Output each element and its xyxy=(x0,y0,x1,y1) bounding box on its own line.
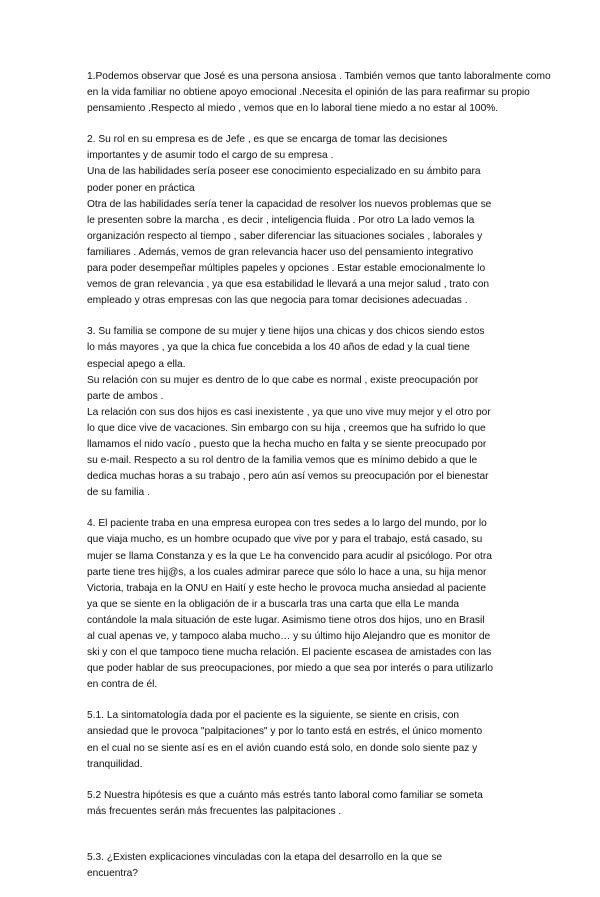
text-line: Una de las habilidades sería poseer ese conocimiento especializado en su ámbito para xyxy=(87,166,481,178)
text-line: tranquilidad. xyxy=(87,758,143,770)
text-line: contándole la mala situación de este lugar. Asimismo tiene otros dos hijos, uno en Brasil xyxy=(87,614,485,626)
text-line: lo que dice vive de vacaciones. Sin embargo con su hija , creemos que ha sufrido lo que xyxy=(87,422,486,434)
text-line: encuentra? xyxy=(87,868,138,880)
text-line: empleado y otras empresas con las que negocia para tomar decisiones adecuadas . xyxy=(87,295,468,307)
text-line: 2. Su rol en su empresa es de Jefe , es que se encarga de tomar las decisiones xyxy=(87,134,448,146)
text-line: familiares . Además, vemos de gran relevancia hacer uso del pensamiento integrativo xyxy=(87,246,474,258)
text-line: 4. El paciente traba en una empresa europea con tres sedes a lo largo del mundo, por lo xyxy=(87,518,487,530)
text-line: que poder hablar de sus preocupaciones, por miedo a que sea por interés o para utilizarlo xyxy=(87,663,494,675)
text-line: le presenten sobre la marcha , es decir , inteligencia fluida . Por otro La lado vemos la xyxy=(87,214,475,226)
text-line: en contra de él. xyxy=(87,679,158,691)
text-line: su e-mail. Respecto a su rol dentro de la familia vemos que es mínimo debido a que le xyxy=(87,455,478,467)
text-line: Otra de las habilidades sería tener la capacidad de resolver los nuevos problemas que se xyxy=(87,198,492,210)
text-line: organización respecto al tiempo , saber diferenciar las situaciones sociales , laborales y xyxy=(87,230,483,242)
paragraph-7 xyxy=(87,850,592,882)
text-line: de su familia . xyxy=(87,487,150,499)
text-line: 3. Su familia se compone de su mujer y tiene hijos una chicas y dos chicos siendo estos xyxy=(87,326,485,338)
text-line: al cual apenas ve, y tampoco alaba mucho… y su último hijo Alejandro que es monitor de xyxy=(87,631,491,642)
text-line: lo más mayores , ya que la chica fue concebida a los 40 años de edad y la cual tiene xyxy=(87,342,470,354)
text-line: ski y con el que tampoco tiene mucha relación. El paciente escasea de amistades con las xyxy=(87,647,492,659)
text-line: La relación con sus dos hijos es casi inexistente , ya que uno vive muy mejor y el otro por xyxy=(87,406,491,418)
text-line: mujer se llama Constanza y es la que Le ha convencido para acudir al psicólogo. Por otra xyxy=(87,550,492,562)
text-line: ya que se siente en la obligación de ir a buscarla tras una carta que ella Le manda xyxy=(87,598,460,610)
document-page xyxy=(87,69,592,897)
text-line: Su relación con su mujer es dentro de lo que cabe es normal , existe preocupación por xyxy=(87,374,479,386)
text-line: especial apego a ella. xyxy=(87,358,186,370)
text-line: más frecuentes serán más frecuentes las palpitaciones . xyxy=(87,805,342,817)
paragraph-3 xyxy=(87,324,592,501)
text-line: pensamiento .Respecto al miedo , vemos que en lo laboral tiene miedo a no estar al 100%. xyxy=(87,103,499,115)
paragraph-4 xyxy=(87,516,592,693)
paragraph-5 xyxy=(87,708,592,772)
text-line: parte de ambos . xyxy=(87,390,164,402)
text-line: 5.1. La sintomatología dada por el paciente es la siguiente, se siente en crisis, con xyxy=(87,710,460,722)
text-line: importantes y de asumir todo el cargo de su empresa . xyxy=(87,150,334,162)
text-line: llamamos el nido vacío , puesto que la hecha mucho en falta y se siente preocupado por xyxy=(87,438,487,450)
text-line: Victoria, trabaja en la ONU en Haití y este hecho le provoca mucha ansiedad al paciente xyxy=(87,582,487,594)
text-line: 5.2 Nuestra hipótesis es que a cuánto más estrés tanto laboral como familiar se someta xyxy=(87,789,483,801)
text-line: que viaja mucho, es un hombre ocupado que vive por y para el trabajo, está casado, su xyxy=(87,534,483,546)
text-line: 5.3. ¿Existen explicaciones vinculadas con la etapa del desarrollo en la que se xyxy=(87,851,443,863)
text-line: ansiedad que le provoca "palpitaciones" y por lo tanto está en estrés, el único momento xyxy=(87,726,483,738)
text-line: dedica muchas horas a su trabajo , pero aún así vemos su preocupación por el bienestar xyxy=(87,471,489,483)
text-line: para poder desempeñar múltiples papeles y opciones . Estar estable emocionalmente lo xyxy=(87,263,486,275)
text-line: poder poner en práctica xyxy=(87,182,195,194)
text-line: 1.Podemos observar que José es una persona ansiosa . También vemos que tanto laboralmente como xyxy=(87,71,551,82)
paragraph-2 xyxy=(87,132,592,309)
paragraph-6 xyxy=(87,788,592,820)
paragraph-1 xyxy=(87,69,592,117)
text-line: en el cual no se siente así es en el avión cuando está solo, en donde solo siente paz y xyxy=(87,742,478,754)
text-line: en la vida familiar no obtiene apoyo emocional .Necesita el opinión de las para reafirmar su propio xyxy=(87,87,530,99)
text-line: parte tiene tres hij@s, a los cuales admirar parece que sólo lo hace a una, su hija menor xyxy=(87,566,487,578)
text-line: vemos de gran relevancia , ya que esa estabilidad le llevará a una mejor salud , trato con xyxy=(87,279,490,291)
